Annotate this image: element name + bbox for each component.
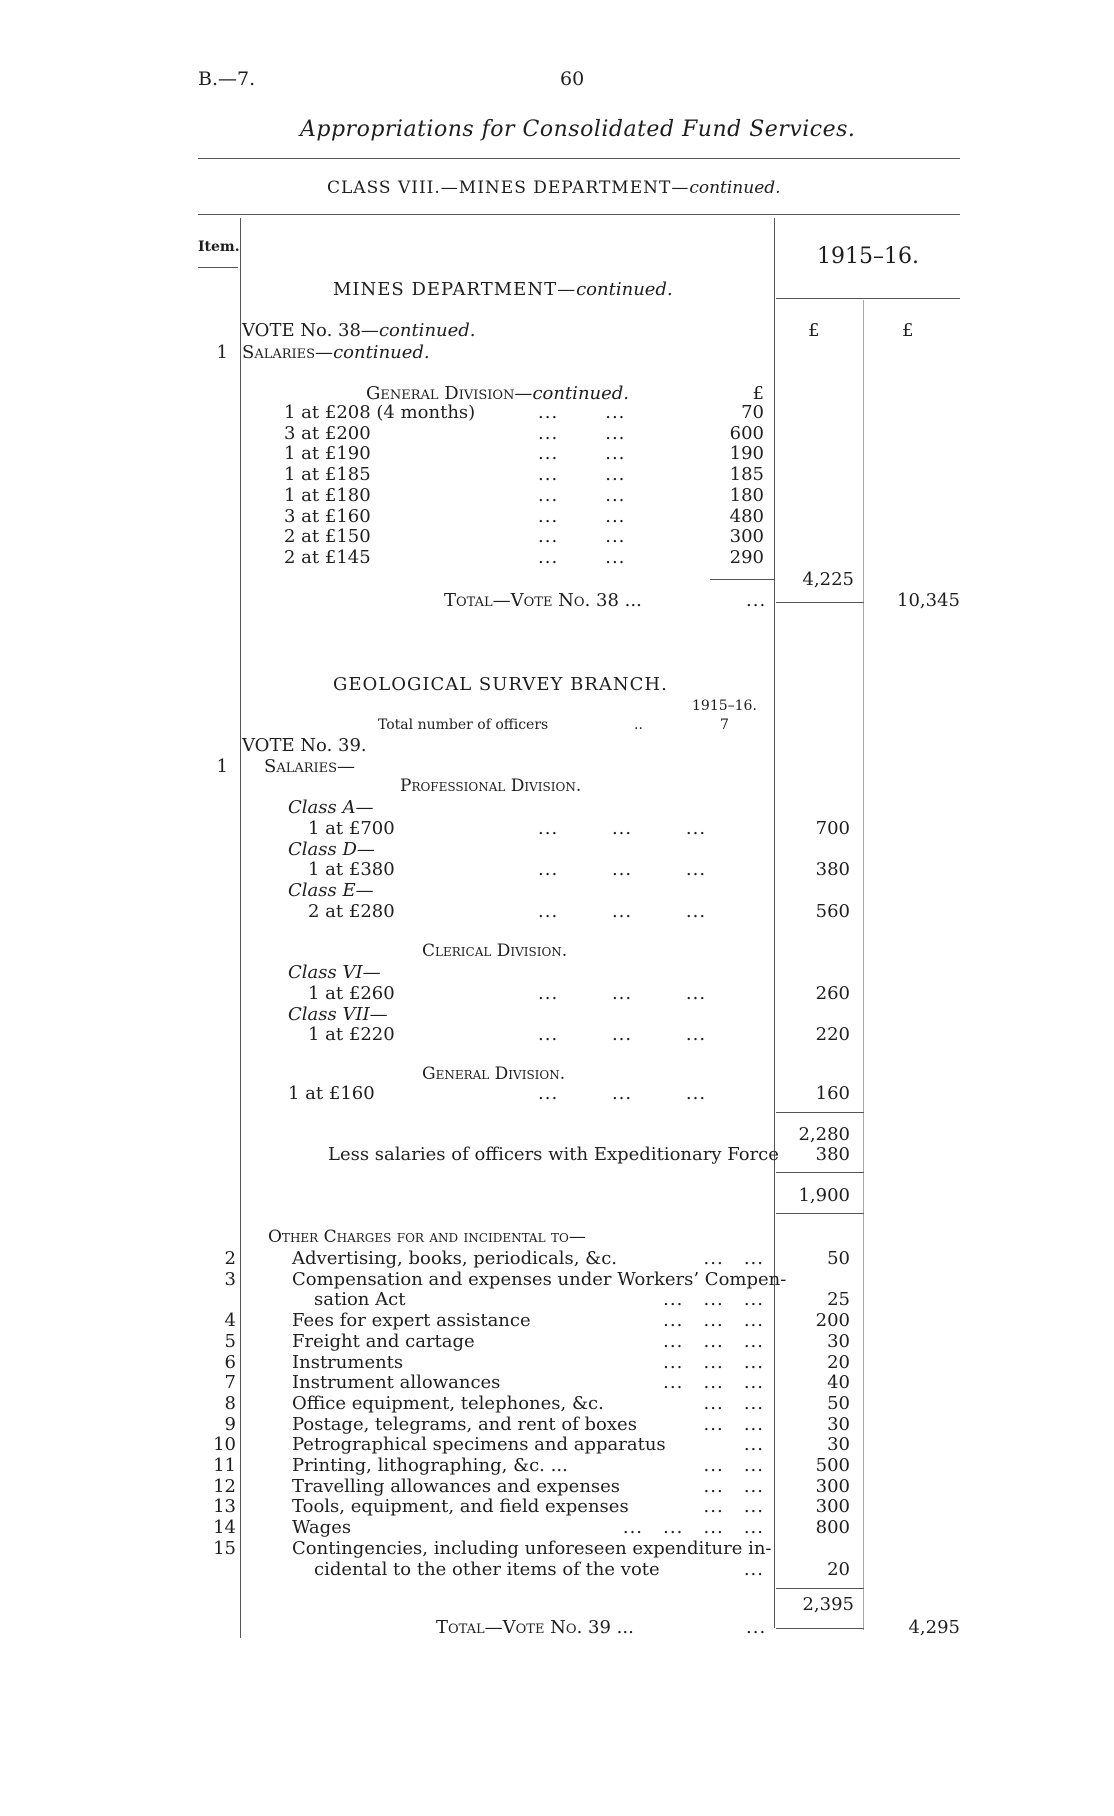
salary-row-label: 3 at £160 bbox=[284, 505, 371, 527]
charge-item-number: 12 bbox=[213, 1475, 236, 1497]
class-label: Class VII— bbox=[288, 1003, 388, 1025]
charge-item-number: 14 bbox=[213, 1517, 236, 1539]
page-title: Appropriations for Consolidated Fund Services. bbox=[300, 117, 856, 142]
class-label: Class A— bbox=[288, 797, 374, 818]
item-column-header: Item. bbox=[198, 239, 240, 255]
mines-section-title bbox=[333, 279, 673, 300]
vote-38-total-dots: ... bbox=[746, 590, 767, 611]
charge-dots: ... ... bbox=[703, 1496, 764, 1518]
charge-label: Printing, lithographing, &c. ... bbox=[292, 1455, 568, 1476]
class-row-label: 1 at £380 bbox=[308, 859, 395, 880]
charge-dots: ... ... ... bbox=[663, 1372, 764, 1394]
class-row-label: 1 at £260 bbox=[308, 982, 395, 1004]
pound-header-b: £ bbox=[902, 320, 914, 341]
class-row-label: 1 at £220 bbox=[308, 1024, 395, 1045]
table-top-rule bbox=[198, 214, 960, 215]
charge-amount: 30 bbox=[827, 1413, 850, 1435]
vote-38-total: 10,345 bbox=[897, 590, 960, 611]
charge-label: Petrographical specimens and apparatus bbox=[292, 1434, 666, 1456]
charge-label: Instrument allowances bbox=[292, 1372, 501, 1394]
salary-row-label: 1 at £190 bbox=[284, 443, 371, 465]
salary-row-dots: ... ... bbox=[538, 526, 626, 548]
charge-item-number: 13 bbox=[213, 1496, 236, 1518]
charge-amount: 30 bbox=[827, 1434, 850, 1456]
charge-item-number: 10 bbox=[213, 1434, 236, 1456]
class-row-dots: ... ... ... bbox=[538, 900, 707, 922]
charge-amount: 25 bbox=[827, 1289, 850, 1311]
charge-label: Postage, telegrams, and rent of boxes bbox=[292, 1413, 637, 1435]
charge-dots: ... ... ... bbox=[663, 1330, 764, 1352]
charge-item-number: 9 bbox=[224, 1413, 236, 1435]
page-number: 60 bbox=[560, 68, 585, 90]
charge-dots: ... bbox=[743, 1558, 764, 1580]
charge-item-number: 6 bbox=[224, 1351, 236, 1373]
charge-label: Advertising, books, periodicals, &c. bbox=[292, 1248, 618, 1269]
charge-dots: ... ... ... ... bbox=[622, 1517, 764, 1539]
charge-item-number: 5 bbox=[224, 1330, 236, 1352]
salaries-net-rule-top bbox=[776, 1172, 864, 1173]
year-header-rule bbox=[776, 298, 960, 299]
general-division-row-dots: ... ... ... bbox=[538, 1083, 707, 1104]
charge-label: cidental to the other items of the vote bbox=[314, 1558, 660, 1580]
vote-39-total-text: Total—Vote No. 39 ... bbox=[436, 1617, 634, 1638]
pound-header-a: £ bbox=[808, 320, 820, 341]
officers-count: 7 bbox=[720, 717, 729, 733]
salaries-net-rule-bottom bbox=[776, 1213, 864, 1214]
charge-label: Tools, equipment, and field expenses bbox=[292, 1496, 629, 1518]
vote-39-subtotal-rule-bottom bbox=[776, 1628, 864, 1629]
charge-amount: 800 bbox=[815, 1517, 850, 1539]
charge-amount: 20 bbox=[827, 1558, 850, 1580]
charge-dots: ... ... ... bbox=[663, 1310, 764, 1332]
salary-row-amount: 70 bbox=[741, 402, 764, 423]
charge-item-number: 7 bbox=[224, 1372, 236, 1394]
salary-row-label: 1 at £185 bbox=[284, 464, 371, 486]
salary-row-label: 1 at £180 bbox=[284, 484, 371, 506]
salary-row-amount: 290 bbox=[729, 546, 764, 568]
vote-38-subtotal: 4,225 bbox=[802, 569, 854, 590]
vote-38-total-text: Total—Vote No. 38 ... bbox=[444, 590, 642, 611]
salary-row-dots: ... ... bbox=[538, 505, 626, 527]
mines-section-text: MINES DEPARTMENT— bbox=[333, 279, 577, 300]
officers-label: Total number of officers bbox=[378, 717, 549, 733]
charge-label: Contingencies, including unforeseen expenditure in- bbox=[292, 1537, 772, 1559]
salary-row-dots: ... ... bbox=[538, 546, 626, 568]
salary-row-amount: 600 bbox=[729, 422, 764, 444]
officers-dots: .. bbox=[634, 717, 643, 733]
salary-row-label: 1 at £208 (4 months) bbox=[284, 402, 476, 423]
salaries-gross-rule bbox=[776, 1112, 864, 1113]
class-row-amount: 560 bbox=[815, 900, 850, 922]
charge-label: Travelling allowances and expenses bbox=[292, 1475, 621, 1497]
class-row-amount: 220 bbox=[815, 1024, 850, 1045]
less-expeditionary-amount: 380 bbox=[815, 1144, 850, 1165]
salary-row-dots: ... ... bbox=[538, 464, 626, 486]
general-division-heading bbox=[366, 383, 629, 404]
class-row-label: 2 at £280 bbox=[308, 900, 395, 922]
salary-row-amount: 300 bbox=[729, 526, 764, 548]
charge-item-number: 4 bbox=[224, 1310, 236, 1332]
charge-dots: ... bbox=[743, 1434, 764, 1456]
vote-38-salaries-cont: continued. bbox=[333, 342, 430, 363]
clerical-division-heading: Clerical Division. bbox=[422, 941, 568, 961]
vote-38-heading bbox=[242, 320, 476, 341]
item-column-divider bbox=[240, 218, 241, 1638]
charge-label: Compensation and expenses under Workers’ Compen- bbox=[292, 1268, 787, 1290]
salary-row-amount: 185 bbox=[729, 464, 764, 486]
charge-amount: 50 bbox=[827, 1392, 850, 1414]
less-expeditionary-label: Less salaries of officers with Expeditionary Force bbox=[328, 1144, 779, 1165]
class-row-dots: ... ... ... bbox=[538, 1024, 707, 1045]
vote-38-subtotal-rule bbox=[776, 602, 864, 603]
charge-dots: ... ... ... bbox=[663, 1289, 764, 1311]
other-charges-heading: Other Charges for and incidental to— bbox=[268, 1227, 586, 1247]
charge-dots: ... ... bbox=[703, 1475, 764, 1497]
vote-38-text: VOTE No. 38— bbox=[242, 320, 379, 341]
vote-38-item-number: 1 bbox=[216, 342, 228, 363]
class-row-amount: 380 bbox=[815, 859, 850, 880]
officers-year-header: 1915–16. bbox=[692, 698, 757, 714]
salaries-net: 1,900 bbox=[798, 1185, 850, 1206]
salary-row-amount: 180 bbox=[729, 484, 764, 506]
charge-dots: ... ... bbox=[703, 1392, 764, 1414]
salaries-gross: 2,280 bbox=[798, 1124, 850, 1145]
charge-item-number: 11 bbox=[213, 1455, 236, 1476]
class-row-dots: ... ... ... bbox=[538, 859, 707, 880]
charge-label: sation Act bbox=[314, 1289, 406, 1311]
charge-label: Instruments bbox=[292, 1351, 404, 1373]
vote-39-total-label bbox=[436, 1617, 634, 1638]
charge-amount: 300 bbox=[815, 1496, 850, 1518]
charge-amount: 30 bbox=[827, 1330, 850, 1352]
salary-row-label: 3 at £200 bbox=[284, 422, 371, 444]
charge-label: Office equipment, telephones, &c. bbox=[292, 1392, 604, 1414]
vote-39-subtotal-rule-top bbox=[776, 1588, 864, 1589]
charge-label: Fees for expert assistance bbox=[292, 1310, 531, 1332]
class-label: Class E— bbox=[288, 880, 374, 901]
class-row-label: 1 at £700 bbox=[308, 817, 395, 839]
vote-39-total: 4,295 bbox=[908, 1617, 960, 1638]
charge-dots: ... ... bbox=[703, 1455, 764, 1476]
vote-39-item-number: 1 bbox=[216, 756, 228, 777]
year-column-header: 1915–16. bbox=[817, 244, 919, 269]
class-row-dots: ... ... ... bbox=[538, 982, 707, 1004]
class-row-amount: 260 bbox=[815, 982, 850, 1004]
charge-amount: 300 bbox=[815, 1475, 850, 1497]
vote-38-salaries-text: Salaries— bbox=[242, 342, 334, 363]
professional-division-heading: Professional Division. bbox=[400, 776, 582, 796]
amount-column-divider bbox=[774, 218, 775, 1628]
salary-row-dots: ... ... bbox=[538, 484, 626, 506]
salary-row-dots: ... ... bbox=[538, 422, 626, 444]
salary-row-label: 2 at £150 bbox=[284, 526, 371, 548]
vote-38-salaries bbox=[242, 342, 430, 363]
class-heading-cont: continued. bbox=[689, 178, 781, 198]
charge-amount: 500 bbox=[815, 1455, 850, 1476]
class-label: Class VI— bbox=[288, 962, 381, 983]
vote-38-pound-sign: £ bbox=[752, 383, 764, 404]
general-division-cont: continued. bbox=[532, 383, 630, 404]
general-division-row-label: 1 at £160 bbox=[288, 1083, 375, 1104]
class-label: Class D— bbox=[288, 838, 375, 860]
item-header-rule bbox=[198, 267, 238, 268]
title-rule bbox=[198, 158, 960, 159]
salary-row-dots: ... ... bbox=[538, 402, 626, 423]
charge-amount: 40 bbox=[827, 1372, 850, 1394]
vote-39-subtotal: 2,395 bbox=[802, 1594, 854, 1615]
general-division-39-heading: General Division. bbox=[422, 1064, 566, 1084]
charge-label: Wages bbox=[292, 1517, 352, 1539]
vote-39-salaries: Salaries— bbox=[264, 756, 356, 777]
charge-dots: ... ... bbox=[703, 1413, 764, 1435]
class-heading-text: CLASS VIII.—MINES DEPARTMENT— bbox=[327, 178, 690, 198]
class-heading bbox=[327, 178, 781, 198]
mines-section-cont: continued. bbox=[576, 279, 673, 300]
vote-38-sum-rule bbox=[710, 579, 774, 580]
charge-label: Freight and cartage bbox=[292, 1330, 475, 1352]
vote-38-cont: continued. bbox=[378, 320, 476, 341]
salary-row-amount: 480 bbox=[729, 505, 764, 527]
salary-row-amount: 190 bbox=[729, 443, 764, 465]
salary-row-label: 2 at £145 bbox=[284, 546, 371, 568]
charge-amount: 50 bbox=[827, 1248, 850, 1269]
vote-39-total-dots: ... bbox=[746, 1617, 767, 1638]
charge-item-number: 2 bbox=[224, 1248, 236, 1269]
charge-item-number: 3 bbox=[224, 1268, 236, 1290]
geological-section-title: GEOLOGICAL SURVEY BRANCH. bbox=[333, 674, 668, 695]
general-division-text: General Division— bbox=[366, 383, 533, 404]
vote-39-heading: VOTE No. 39. bbox=[242, 735, 367, 756]
charge-amount: 20 bbox=[827, 1351, 850, 1373]
general-division-row-amount: 160 bbox=[815, 1083, 850, 1104]
charge-amount: 200 bbox=[815, 1310, 850, 1332]
vote-38-total-label bbox=[444, 590, 642, 611]
charge-item-number: 8 bbox=[224, 1392, 236, 1414]
salary-row-dots: ... ... bbox=[538, 443, 626, 465]
class-row-dots: ... ... ... bbox=[538, 817, 707, 839]
page-reference: B.—7. bbox=[198, 68, 256, 90]
charge-item-number: 15 bbox=[213, 1537, 236, 1559]
charge-dots: ... ... bbox=[703, 1248, 764, 1269]
class-row-amount: 700 bbox=[815, 817, 850, 839]
total-column-divider bbox=[863, 300, 864, 1630]
charge-dots: ... ... ... bbox=[663, 1351, 764, 1373]
